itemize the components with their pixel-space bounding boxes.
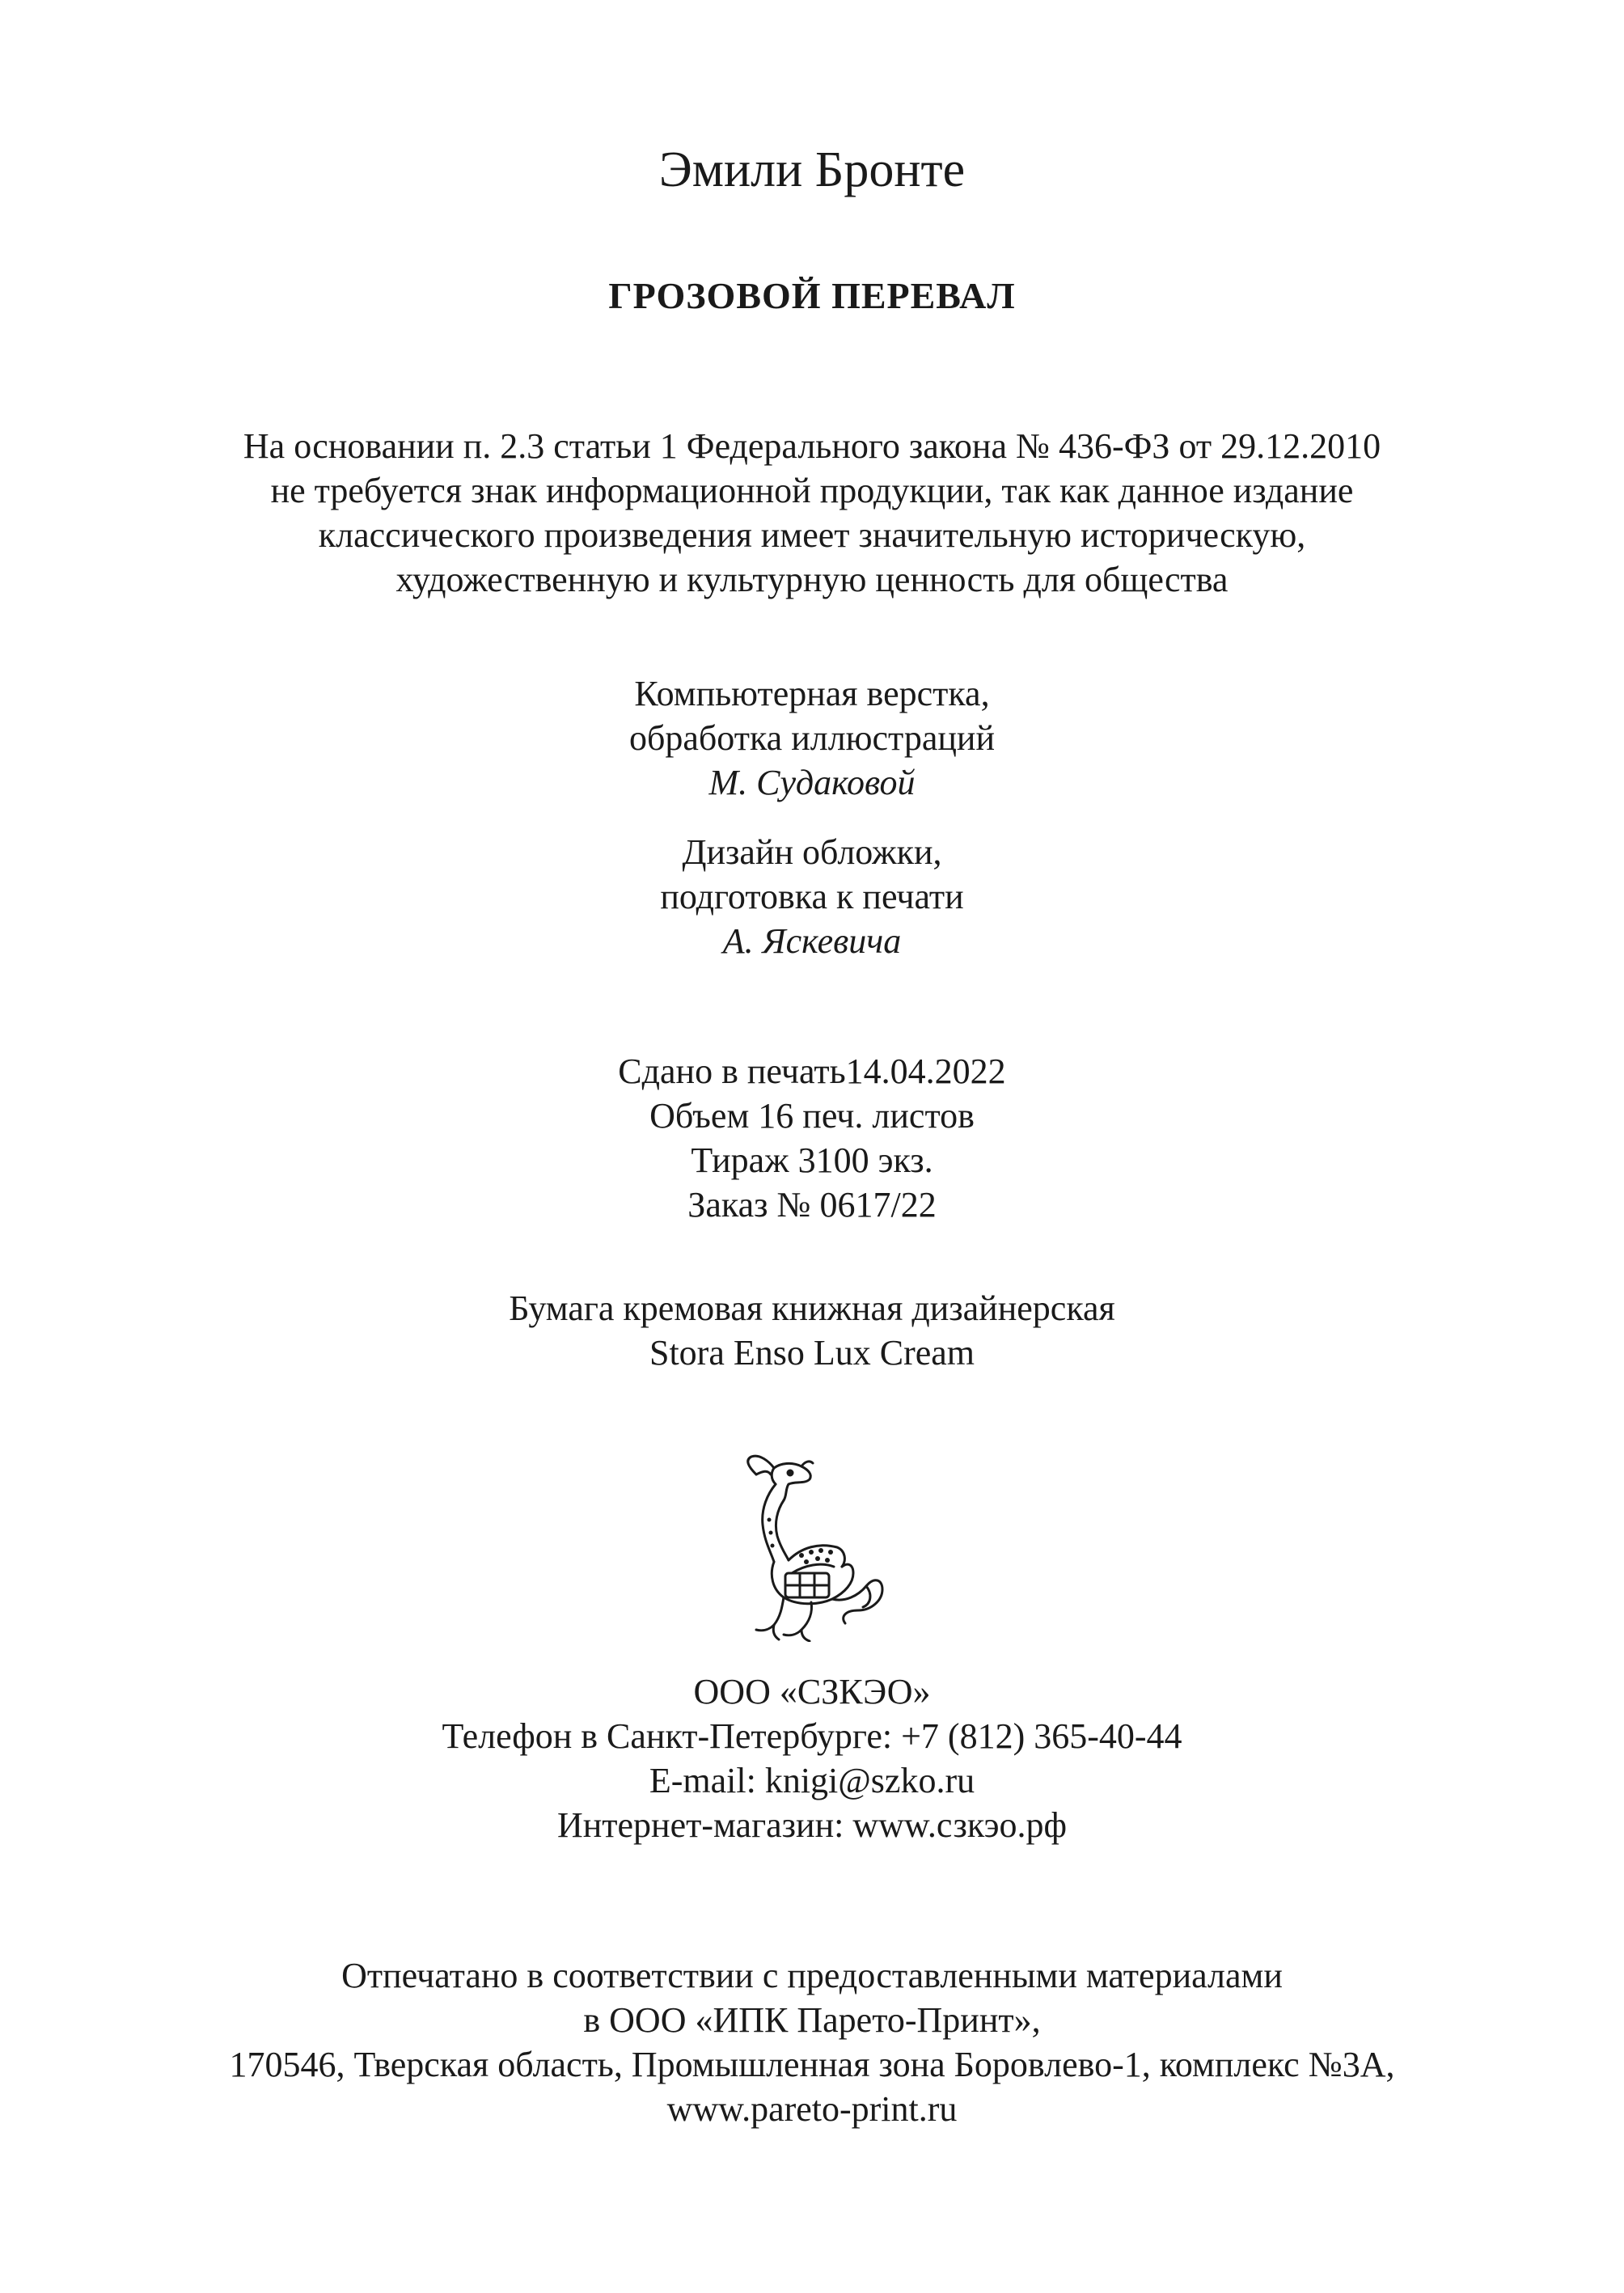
publisher-website: Интернет-магазин: www.сзкэо.рф: [556, 1805, 1068, 1845]
credit-person-name: А. Яскевича: [722, 921, 902, 961]
dragon-emblem-icon: [724, 1452, 902, 1642]
print-info-line: Сдано в печать14.04.2022: [618, 1051, 1006, 1091]
print-info-line: Тираж 3100 экз.: [691, 1140, 933, 1180]
credit-role-line: Компьютерная верстка,: [634, 674, 990, 713]
book-title: ГРОЗОВОЙ ПЕРЕВАЛ: [608, 275, 1016, 316]
print-info-line: Заказ № 0617/22: [687, 1185, 937, 1225]
credit-role-line: Дизайн обложки,: [682, 832, 942, 872]
print-info-line: Объем 16 печ. листов: [649, 1096, 975, 1136]
printer-info-line: 170546, Тверская область, Промышленная зона Боровлево-1, комплекс №3А,: [229, 2045, 1395, 2084]
legal-notice-line: На основании п. 2.3 статьи 1 Федерального закона № 436-ФЗ от 29.12.2010: [243, 426, 1381, 466]
printer-info-line: в ООО «ИПК Парето-Принт»,: [583, 2000, 1041, 2040]
paper-info-line: Stora Enso Lux Cream: [649, 1333, 975, 1373]
legal-notice-line: классического произведения имеет значительную историческую,: [318, 515, 1306, 555]
publisher-email: E-mail: knigi@szko.ru: [649, 1761, 975, 1800]
legal-notice-line: не требуется знак информационной продукции, так как данное издание: [270, 471, 1354, 510]
publisher-name: ООО «СЗКЭО»: [693, 1672, 931, 1711]
printer-website: www.pareto-print.ru: [666, 2089, 958, 2129]
publisher-phone: Телефон в Санкт-Петербурге: +7 (812) 365-40-44: [442, 1716, 1182, 1756]
author-name: Эмили Бронте: [658, 142, 966, 197]
credit-role-line: подготовка к печати: [660, 877, 964, 916]
credit-person-name: М. Судаковой: [708, 763, 916, 802]
paper-info-line: Бумага кремовая книжная дизайнерская: [509, 1288, 1115, 1328]
legal-notice-line: художественную и культурную ценность для общества: [395, 560, 1229, 599]
printer-info-line: Отпечатано в соответствии с предоставленными материалами: [341, 1956, 1283, 1995]
credit-role-line: обработка иллюстраций: [629, 718, 995, 758]
